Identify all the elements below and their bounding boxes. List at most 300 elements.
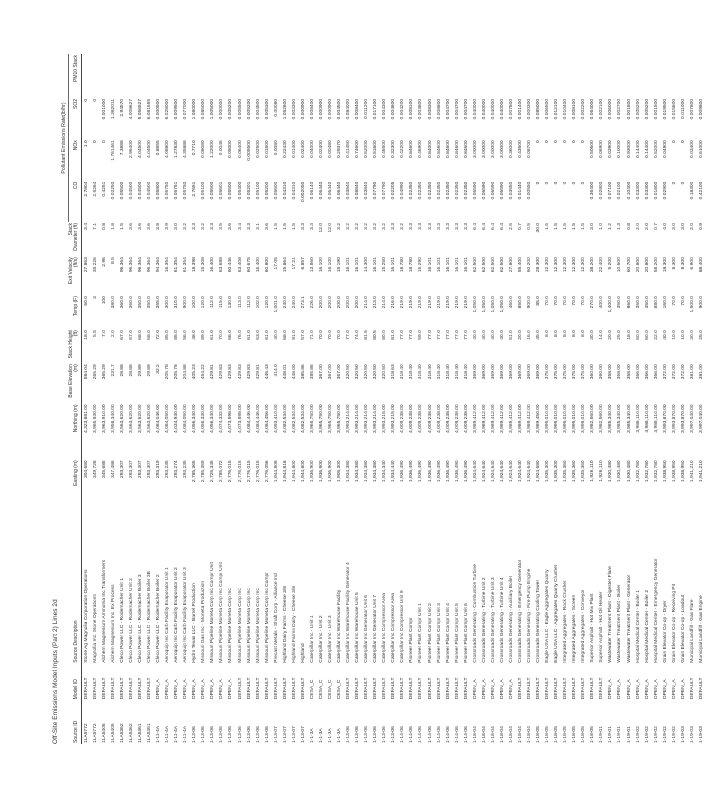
table-cell: 3.2	[201, 223, 207, 230]
table-cell: Caterpillar Inc - Unit 1	[309, 615, 315, 663]
table-cell: DEFAULT	[698, 677, 704, 700]
table-cell: 63.688	[219, 257, 225, 273]
table-cell: 318.40	[436, 364, 442, 380]
table-cell: Integrated Aggregates - Rock Crusher	[563, 580, 569, 663]
table-cell: 27.800	[508, 257, 514, 273]
table-cell: 3.3	[418, 223, 424, 230]
table-cell: 2.7651	[192, 181, 198, 197]
table-cell: 4,009,238.00	[463, 404, 469, 433]
table-cell: 60.700	[626, 257, 632, 273]
table-cell: 1-11-4A	[183, 725, 189, 743]
table-cell: 240.0	[282, 296, 288, 309]
table-cell: 0.01440	[517, 181, 523, 200]
table-cell: 0.000900	[318, 98, 324, 120]
table-cell: 1,934,380	[364, 460, 370, 483]
table-cell: 3.3	[391, 223, 397, 230]
table-cell: 366.00	[635, 364, 641, 380]
table-cell: 5.200	[608, 257, 614, 270]
table-cell: DEFAULT	[101, 677, 107, 700]
table-cell: 70.0	[581, 296, 587, 306]
table-cell: 17.05	[273, 257, 279, 270]
table-cell: 214.0	[382, 296, 388, 309]
table-cell: DEFAULT	[436, 677, 442, 700]
table-cell: 860.0	[626, 296, 632, 309]
column-header: CO	[69, 181, 81, 222]
table-cell: 4,084,050.00	[165, 404, 171, 433]
table-cell: 0.009800	[698, 98, 704, 120]
table-cell: 1,926,110	[599, 460, 605, 482]
table-cell: 219.0	[427, 296, 433, 309]
table-cell: 0.05201	[246, 181, 252, 200]
table-cell: 68.0	[138, 330, 143, 340]
table-cell	[643, 54, 652, 98]
table-cell: 1-18-04	[472, 726, 478, 743]
table-cell: 1,936,490	[445, 460, 451, 483]
table-cell: 0.06590	[472, 181, 478, 200]
table-row	[579, 54, 588, 744]
table-cell: 0.02500	[255, 140, 261, 158]
table-cell: 0.84000	[427, 140, 433, 158]
table-cell: 70.0	[318, 330, 324, 340]
table-cell: 0.008100	[409, 98, 415, 120]
table-cell: 0	[554, 181, 560, 185]
table-row	[670, 54, 679, 744]
table-cell: Caterpillar Inc Warehouse Facility Generator 4	[346, 562, 352, 663]
table-cell: 53.0	[255, 330, 261, 340]
table-cell: 219.0	[409, 296, 415, 309]
column-header: SO2	[69, 98, 81, 139]
table-cell: 40.0	[472, 330, 478, 340]
table-cell: 4,009,238.00	[409, 404, 415, 433]
table-cell: 2.7804	[83, 181, 89, 197]
table-cell: 20.800	[635, 257, 641, 273]
table-cell: 1,936,490	[454, 460, 460, 483]
table-cell: 3.9	[165, 223, 171, 230]
table-cell	[127, 54, 136, 98]
table-cell	[416, 54, 425, 98]
table-cell: 380.0	[110, 296, 116, 309]
table-cell	[534, 54, 543, 98]
table-cell	[525, 54, 534, 98]
table-row	[362, 54, 371, 744]
table-cell: Integrated Aggregates - Screen	[572, 594, 578, 663]
table-cell: 1,924,640	[472, 460, 478, 483]
table-cell: 429.83	[237, 364, 243, 380]
table-cell: 0.52000	[653, 140, 659, 158]
table-cell: Hospital Medical Center - Emergency Generator	[653, 558, 659, 663]
table-cell: 6.4	[499, 223, 505, 230]
table-cell: 0	[572, 181, 578, 185]
table-cell: 0.04310	[282, 181, 288, 200]
table-cell: 3.6	[128, 223, 134, 230]
table-cell: 318.40	[454, 364, 460, 380]
table-cell: Hydro Texas LLC - Barrel Production	[192, 583, 198, 663]
table-cell: Missouri Pipeline Moneta Corp Inc	[246, 588, 252, 663]
table-cell: 270.0	[590, 296, 596, 309]
table-cell: 3.8	[156, 223, 162, 230]
table-cell	[688, 54, 697, 98]
table-cell: 1-19-02	[662, 726, 668, 743]
table-cell	[226, 54, 235, 98]
table-cell	[625, 54, 634, 98]
table-row	[444, 54, 453, 744]
table-cell: 0.007800	[689, 98, 695, 120]
table-cell: 4,009,238.00	[427, 404, 433, 433]
table-cell: 0.06400	[237, 140, 243, 158]
table-cell: 77.0	[463, 330, 469, 340]
table-cell: 0.02400	[318, 140, 324, 158]
table-cell: 1.3	[617, 223, 623, 230]
table-cell: 1.5	[291, 223, 297, 230]
table-cell: 0.04990	[400, 181, 406, 200]
table-cell: 0.8	[101, 223, 107, 230]
table-cell: 1-18-04	[481, 726, 487, 743]
table-cell	[362, 54, 371, 98]
table-cell: OPEN_A	[626, 679, 632, 700]
table-cell: DEFAULT	[92, 677, 98, 700]
table-cell: 1,050.0	[472, 296, 478, 313]
table-cell: 1-13-06	[219, 726, 225, 743]
table-cell: 0.05400	[237, 181, 243, 200]
table-cell: 30.0	[689, 330, 695, 340]
table-cell: 6.081655	[147, 98, 153, 120]
table-row	[543, 54, 552, 744]
table-cell: 3.3	[463, 223, 469, 230]
table-cell: 3,993,214.00	[373, 404, 379, 433]
table-cell: 3,958,340.00	[110, 404, 116, 433]
table-cell: CESA_C	[318, 679, 324, 700]
table-row	[534, 54, 543, 744]
table-row	[245, 54, 254, 744]
table-cell: 89.0	[201, 330, 207, 340]
table-cell: 0.06440	[337, 181, 343, 200]
table-cell: 293,274	[174, 460, 180, 479]
table-cell: 429.81	[210, 364, 216, 380]
table-cell	[652, 54, 661, 98]
table-cell: 3.4	[237, 223, 243, 230]
table-cell: 2.0	[110, 330, 116, 337]
table-cell: 1-13-06	[246, 726, 252, 743]
table-cell: 3.2	[337, 223, 343, 230]
table-cell: 1,050.0	[499, 296, 505, 313]
table-cell: Wastewater Treatment Plant - Generator	[626, 574, 632, 663]
table-cell: 0.03300	[644, 181, 650, 200]
table-cell: Wastewater Treatment Plant - Boiler	[617, 584, 623, 663]
table-cell: 0.04900	[662, 140, 668, 158]
table-cell: 3,989,412.00	[499, 404, 505, 433]
table-cell: 0.002050	[300, 181, 306, 203]
table-row	[335, 54, 344, 744]
table-cell	[154, 54, 163, 98]
table-cell: 310.0	[174, 296, 180, 309]
table-cell: 0.7710	[192, 140, 198, 156]
table-cell: 10.0	[680, 330, 686, 340]
table-cell: 40.0	[273, 330, 279, 340]
table-cell: 360.00	[599, 364, 605, 380]
table-cell	[570, 54, 579, 98]
table-cell: 0.01400	[291, 140, 297, 158]
table-cell: 2,776,015	[228, 460, 234, 483]
table-cell: 160.0	[662, 296, 668, 309]
table-cell: 70.0	[337, 330, 343, 340]
table-cell: 60.800	[264, 257, 270, 273]
table-cell: 77.0	[409, 330, 415, 340]
table-cell	[254, 54, 263, 98]
table-cell: 2.0	[689, 223, 695, 230]
table-row	[109, 54, 118, 744]
table-cell: 1,936,490	[463, 460, 469, 483]
table-cell: 0.008400	[355, 98, 361, 120]
table-cell: 367.00	[337, 364, 343, 380]
table-cell: Caterpillar Inc Compressor Area	[391, 593, 397, 663]
table-cell: 0.003300	[291, 98, 297, 120]
table-cell: 68.0	[147, 330, 153, 340]
table-cell: OPEN_A	[644, 679, 650, 700]
table-cell: 1,944,808	[273, 460, 279, 483]
table-cell	[172, 54, 181, 98]
table-cell: 3,988,110.00	[653, 404, 659, 433]
table-cell: 3.3	[192, 223, 198, 230]
table-cell: Pioneer Plant Compr Unit 4	[445, 603, 451, 663]
table-cell: Crossroads Generating - Auxiliary Boiler	[508, 575, 514, 663]
table-cell: 40.0	[481, 330, 487, 340]
table-cell: 8.5	[110, 257, 116, 265]
table-cell: 14.0	[599, 330, 605, 340]
table-cell: 120.0	[264, 296, 270, 309]
table-cell: 0.4251	[101, 181, 107, 197]
table-cell: 3.0	[174, 223, 180, 230]
table-cell	[561, 54, 570, 98]
table-cell: 0.011200	[364, 98, 370, 119]
table-cell: 0.008100	[572, 98, 578, 120]
table-cell: 3.0	[671, 223, 677, 230]
table-cell: 16.0	[527, 330, 533, 340]
table-cell: 100	[101, 296, 107, 305]
table-cell	[507, 54, 516, 98]
table-cell: 4,093,410.00	[273, 404, 279, 433]
table-cell: 200.0	[346, 296, 352, 309]
table-cell: 1LA5362	[128, 723, 134, 743]
table-cell: 350.0	[644, 296, 650, 309]
table-cell	[236, 54, 245, 98]
table-cell: 0.077000	[183, 98, 189, 120]
table-cell: 350.0	[617, 296, 623, 309]
table-cell: 0.000900	[327, 98, 333, 120]
table-cell: DEFAULT	[264, 677, 270, 700]
table-cell: 0.017100	[373, 98, 379, 120]
table-cell: 1.382011	[110, 98, 116, 119]
table-cell	[217, 54, 226, 98]
table-cell: 3,993,215.00	[382, 404, 388, 433]
table-cell: 375.00	[563, 364, 569, 380]
table-cell: 3,993,870.00	[671, 404, 677, 433]
table-cell: 219.0	[445, 296, 451, 309]
table-cell: 4,009,238.00	[445, 404, 451, 433]
table-cell	[308, 54, 317, 98]
table-cell: 0.012100	[554, 98, 560, 120]
table-cell	[290, 54, 299, 98]
table-cell: 293,307	[138, 460, 143, 479]
table-cell	[679, 54, 688, 98]
table-cell: 77.0	[400, 330, 406, 340]
table-cell: 1-11-4A	[165, 725, 171, 743]
table-cell: 369.00	[472, 364, 478, 380]
column-header: Northing (m)	[69, 403, 81, 459]
table-row	[606, 54, 615, 744]
table-cell: 1-14-06	[454, 726, 460, 743]
table-cell: 0	[536, 140, 542, 144]
column-header: Stack Height (ft)	[69, 329, 81, 363]
table-cell: 1,932,780	[635, 460, 641, 483]
table-cell: 0.004300	[382, 98, 388, 120]
table-row	[91, 54, 100, 744]
column-header: Model ID	[69, 664, 81, 700]
table-cell: OPEN_A	[635, 679, 641, 700]
table-cell: 320.50	[355, 364, 361, 380]
table-cell: 360.0	[128, 296, 134, 309]
table-cell: 0.05500	[228, 181, 234, 200]
table-cell: 1,944,818	[282, 460, 288, 483]
table-cell: 0.02350	[427, 181, 433, 200]
table-cell: 15.864	[282, 257, 288, 273]
table-cell: Aeroquip Inc Carb Facility Evaporator Unit 3	[183, 567, 189, 663]
table-cell: 6.4	[481, 223, 487, 230]
table-cell: OPEN_A	[165, 679, 171, 700]
table-cell: 358.00	[617, 364, 623, 380]
table-cell: 3.3	[210, 223, 216, 230]
table-cell: 3,993,870.00	[680, 404, 686, 433]
table-cell: 0.05500	[210, 181, 216, 200]
table-cell: 320.50	[382, 364, 388, 380]
table-cell: OPEN_A	[192, 679, 198, 700]
table-cell	[670, 54, 679, 98]
table-cell: 369.00	[499, 364, 505, 380]
table-cell: 429.81	[255, 364, 261, 380]
table-cell: 20.0	[608, 330, 614, 340]
table-cell	[317, 54, 326, 98]
table-cell: 0.010400	[563, 98, 569, 120]
table-cell	[145, 54, 154, 98]
table-cell: 13.860	[309, 257, 315, 273]
table-row	[208, 54, 217, 744]
table-cell: 0.05750	[165, 181, 171, 200]
table-cell	[516, 54, 525, 98]
table-cell: 25.0	[617, 330, 623, 340]
table-cell: 0.01500	[264, 140, 270, 158]
table-cell: 3.2	[346, 223, 352, 230]
table-cell: 0.000000	[219, 98, 225, 120]
table-cell: Cleco Power LLC - Rodemacher Boiler 3B	[147, 571, 153, 663]
table-cell: 4,056,330.00	[201, 404, 207, 433]
table-cell	[272, 54, 281, 98]
table-cell: 18.780	[409, 257, 415, 273]
table-cell: 0	[545, 181, 551, 185]
table-row	[661, 54, 670, 744]
table-cell: Wastewater Treatment Plant - Digester Flare	[608, 566, 614, 663]
table-cell	[426, 54, 435, 98]
table-cell: 100.0	[192, 296, 198, 309]
table-cell: 0.18300	[689, 181, 695, 200]
table-cell: 0.43500	[517, 140, 523, 158]
table-cell: 4,082,534.00	[300, 404, 306, 433]
table-cell: 1-1-3A	[309, 728, 315, 743]
table-cell: 0.009500	[174, 98, 180, 120]
table-cell: 68.0	[282, 330, 288, 340]
table-cell: 350.0	[138, 296, 143, 309]
table-cell: 80.5	[373, 330, 379, 340]
table-row	[679, 54, 688, 744]
table-cell: 1,936,490	[427, 460, 433, 483]
table-cell: 1,936,900	[327, 460, 333, 483]
table-cell: 0.42200	[400, 140, 406, 158]
table-cell	[199, 54, 208, 98]
table-cell: DEFAULT	[391, 677, 397, 700]
table-cell: 293,307	[119, 460, 125, 479]
table-cell: 3,995,010.00	[563, 404, 569, 433]
table-cell: 80.0	[382, 330, 388, 340]
table-cell: 16.101	[391, 257, 397, 273]
table-cell: OPEN_A	[508, 679, 514, 700]
table-cell: 0	[92, 140, 98, 144]
table-cell: Crossroads Generating - Turbine Unit 4	[499, 577, 505, 663]
column-header: Temp (F)	[69, 295, 81, 329]
table-row	[398, 54, 407, 744]
table-cell: 0.61000	[698, 140, 704, 158]
table-cell	[299, 54, 308, 98]
table-cell: Crossroads Generating - Emergency Generator	[517, 559, 523, 663]
table-cell: 1-14-06	[418, 726, 424, 743]
table-cell: Pioneer Plant Compr Unit 3	[436, 603, 442, 663]
table-cell: 1-13-06	[201, 726, 207, 743]
table-row	[471, 54, 480, 744]
table-cell: 4,084,446.00	[246, 404, 252, 433]
table-cell: 1LA5361	[147, 723, 153, 743]
table-cell: 4,084,046.00	[156, 404, 162, 433]
table-cell: 3,993,214.00	[364, 404, 370, 433]
table-cell: 0.006000	[608, 98, 614, 120]
table-cell: 0.02205	[391, 181, 397, 200]
table-row	[263, 54, 272, 744]
table-row	[100, 54, 109, 744]
table-cell	[579, 54, 588, 98]
table-cell: 8.0	[545, 330, 551, 337]
table-cell: Highland	[300, 643, 306, 663]
table-cell: 58.200	[653, 257, 659, 273]
table-cell: Missouri Pipeline Moneta Corp Inc Compr	[264, 572, 270, 663]
table-cell: 0.46900	[418, 140, 424, 158]
table-cell: 70.0	[327, 330, 333, 340]
table-cell: 0.040000	[472, 98, 478, 120]
table-cell: 1,930,480	[626, 460, 632, 483]
table-cell: 1,938,950	[671, 460, 677, 483]
table-row	[625, 54, 634, 744]
table-cell: 61.0	[246, 330, 252, 340]
table-cell: 300.0	[165, 296, 171, 309]
table-cell: 358.00	[626, 364, 632, 380]
table-cell: 1,050.0	[481, 296, 487, 313]
table-cell: 0.084000	[346, 98, 352, 120]
table-cell: 372.00	[662, 364, 668, 380]
table-cell: 85.0	[174, 330, 180, 340]
table-cell: 1,936,490	[436, 460, 442, 483]
table-cell: 372.00	[680, 364, 686, 380]
table-cell: 3,989,412.00	[508, 404, 514, 433]
table-cell: 3.3	[409, 223, 415, 230]
table-cell: 3.2	[400, 223, 406, 230]
table-cell: 367.00	[327, 364, 333, 380]
table-cell: 76.0	[237, 330, 243, 340]
table-cell: 102.0	[255, 296, 261, 309]
